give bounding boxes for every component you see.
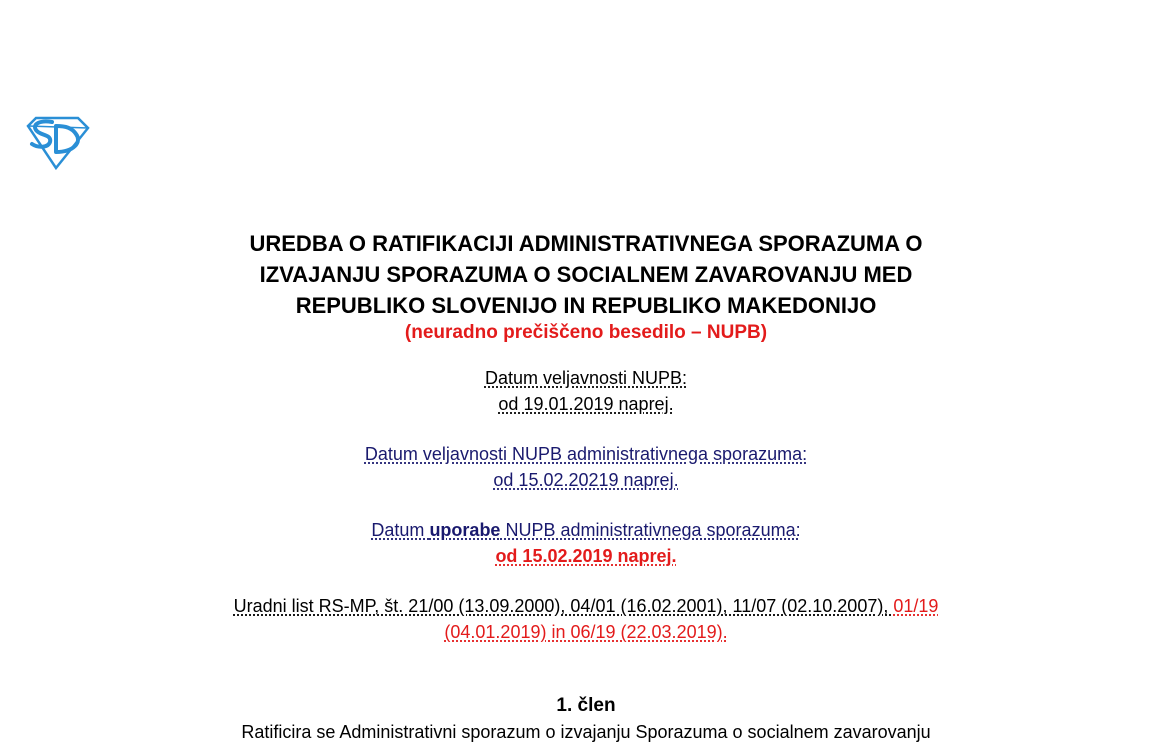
agreement-use-label-before: Datum <box>371 520 430 540</box>
agreement-use-label-after: NUPB administrativnega sporazuma: <box>500 520 801 540</box>
validity-block <box>100 365 1072 417</box>
document-title <box>100 228 1072 321</box>
gazette-block <box>100 593 1072 645</box>
gazette-line1-red[interactable]: 01/19 <box>893 596 939 616</box>
agreement-validity-label[interactable]: Datum veljavnosti NUPB administrativnega sporazuma: <box>364 444 808 464</box>
title-line-2: IZVAJANJU SPORAZUMA O SOCIALNEM ZAVAROVANJU MED <box>259 262 913 287</box>
document-page <box>100 228 1072 743</box>
validity-value[interactable]: od 19.01.2019 naprej. <box>498 394 674 414</box>
validity-label[interactable]: Datum veljavnosti NUPB: <box>484 368 688 388</box>
diamond-logo-icon <box>22 116 92 170</box>
title-line-3: REPUBLIKO SLOVENIJO IN REPUBLIKO MAKEDONIJO <box>295 293 877 318</box>
agreement-use-label[interactable] <box>371 520 800 540</box>
agreement-use-block <box>100 517 1072 569</box>
article-heading: 1. člen <box>556 695 616 716</box>
gazette-line1-black[interactable]: Uradni list RS-MP, št. 21/00 (13.09.2000), 04/01 (16.02.2001), 11/07 (02.10.2007), <box>233 596 894 616</box>
gazette-line2-red[interactable]: (04.01.2019) in 06/19 (22.03.2019). <box>444 622 728 642</box>
article-text: Ratificira se Administrativni sporazum o izvajanju Sporazuma o socialnem zavarovanju <box>241 722 931 742</box>
title-line-1: UREDBA O RATIFIKACIJI ADMINISTRATIVNEGA SPORAZUMA O <box>249 231 923 256</box>
sd-logo <box>22 116 92 170</box>
agreement-validity-block <box>100 441 1072 493</box>
agreement-use-value[interactable]: od 15.02.2019 naprej. <box>495 546 677 566</box>
agreement-use-label-bold: uporabe <box>429 520 501 540</box>
agreement-validity-value[interactable]: od 15.02.20219 naprej. <box>493 470 679 490</box>
document-subtitle: (neuradno prečiščeno besedilo – NUPB) <box>404 322 768 343</box>
